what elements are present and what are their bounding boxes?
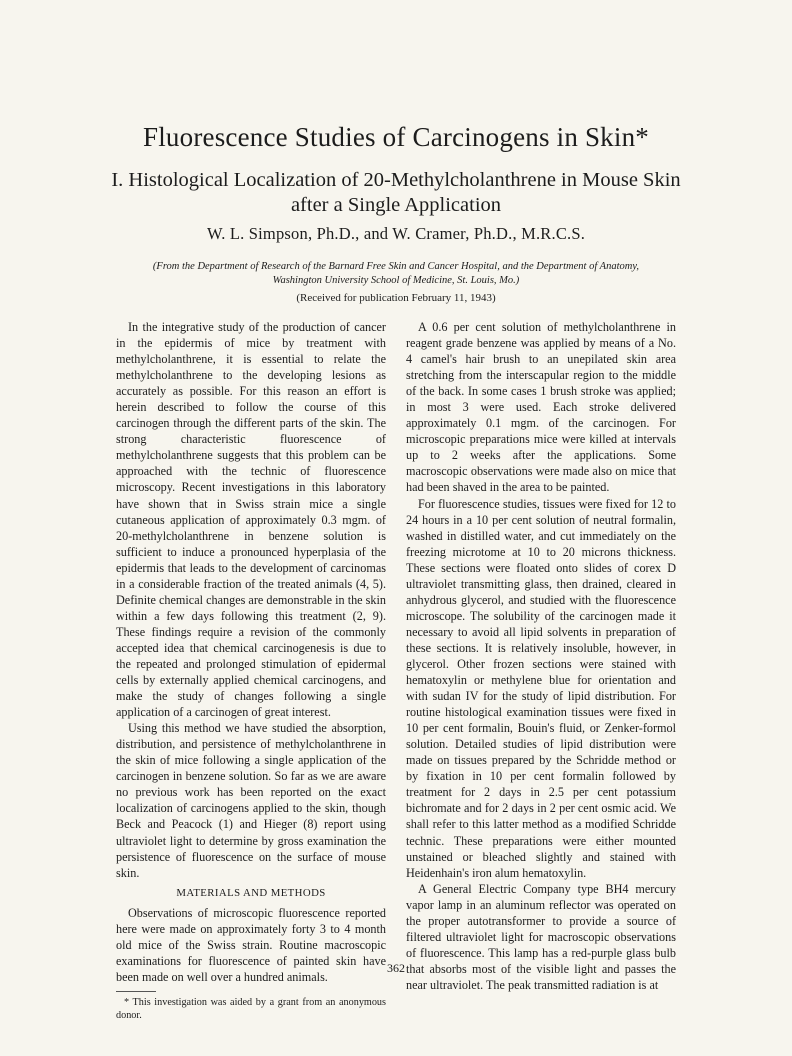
fluorescence-studies-paragraph: For fluorescence studies, tissues were fixed for 12 to 24 hours in a 10 per cent solution of neutral formalin, washed in distilled water, and cut immediately on the freezing microtome at 10 to 20 microns thickness. These sections were floated onto slides of corex D ultraviolet transmitting glass, then drained, cleared in anhydrous glycerol, and studied with the fluorescence microscope. The solubility of the carcinogen made it necessary to avoid all lipid solvents in preparation of these sections. It is relatively insoluble, however, in glycerol. Other frozen sections were stained with hematoxylin or methylene blue for orientation and with sudan IV for the study of lipid distribution. For routine histological examination tissues were fixed in 10 per cent formalin, Bouin's fluid, or Zenker-formol solution. Detailed studies of lipid distribution were made on tissues prepared by the Schridde method or by fixation in 10 per cent formalin followed by treatment for 2 days in 2.5 per cent potassium bichromate and for 2 days in 2 per cent osmic acid. We shall refer to this latter method as a modified Schridde technic. These preparations were either mounted unstained or bleached slightly and stained with Heidenhain's iron alum hematoxylin. xyxy=(406,496,676,880)
left-column xyxy=(116,319,386,1022)
application-paragraph: A 0.6 per cent solution of methylcholanthrene in reagent grade benzene was applied by means of a No. 4 camel's hair brush to an unepilated skin area stretching from the interscapular region to the middle of the back. In some cases 1 brush stroke was applied; in most 3 were used. Each stroke delivered approximately 0.1 mgm. of the carcinogen. For microscopic preparations mice were killed at intervals up to 2 weeks after the applications. Some macroscopic observations were made also on mice that had been shaved in the area to be painted. xyxy=(406,320,676,495)
footnote: * This investigation was aided by a grant from an anonymous donor. xyxy=(116,996,386,1021)
footnote-divider xyxy=(116,991,156,992)
article-title: Fluorescence Studies of Carcinogens in Skin* xyxy=(143,122,649,152)
intro-paragraph: In the integrative study of the production of cancer in the epidermis of mice by treatment with methylcholanthrene, it is essential to relate the methylcholanthrene to the developing lesions as accurately as possible. For this reason an effort is herein described to follow the course of this carcinogen through the different parts of the skin. The strong characteristic fluorescence of methylcholanthrene suggests that this problem can be approached with the technic of fluorescence microscopy. Recent investigations in this laboratory have shown that in Swiss strain mice a single cutaneous application of approximately 0.3 mgm. of 20-methylcholanthrene in benzene solution is sufficient to induce a pronounced hyperplasia of the epidermis that leads to the development of carcinomas in a considerable fraction of the treated animals (4, 5). Definite chemical changes are demonstrable in the skin within a few days following this treatment (2, 9). These findings require a revision of the commonly accepted idea that chemical carcinogenesis is due to the repeated and prolonged stimulation of epidermal cells by externally applied chemical carcinogens, and make the study of changes following a single application of a carcinogen of great interest. xyxy=(116,320,386,720)
author-line: W. L. Simpson, Ph.D., and W. Cramer, Ph.D., M.R.C.S. xyxy=(206,224,586,243)
lamp-paragraph: A General Electric Company type BH4 mercury vapor lamp in an aluminum reflector was operated on the proper autotransformer to provide a source of filtered ultraviolet light for macroscopic observations of fluorescence. This lamp has a red-purple glass bulb that absorbs most of the visible light and passes the near ultraviolet. The peak transmitted radiation is at xyxy=(406,881,676,992)
right-column xyxy=(406,319,676,993)
method-summary-paragraph: Using this method we have studied the absorption, distribution, and persistence of methylcholanthrene in the skin of mice following a single application of the carcinogen in benzene solution. So far as we are aware no previous work has been reported on the exact localization of carcinogens applied to the skin, though Beck and Peacock (1) and Hieger (8) report using ultraviolet light to determine by gross examination the persistence of fluorescence on the surface of mouse skin. xyxy=(116,721,386,880)
section-heading-materials-methods: MATERIALS AND METHODS xyxy=(176,886,326,899)
observations-paragraph: Observations of microscopic fluorescence reported here were made on approximately forty 3 to 4 month old mice of the Swiss strain. Routine macroscopic examinations for fluorescence of painted skin have been made on well over a hundred animals. xyxy=(116,905,386,984)
affiliation: (From the Department of Research of the Barnard Free Skin and Cancer Hospital, and the Department of Anatomy, Washington University School of Medicine, St. Louis, Mo.) xyxy=(152,261,640,286)
article-subtitle: I. Histological Localization of 20-Methylcholanthrene in Mouse Skin after a Single Application xyxy=(111,169,681,216)
received-date: (Received for publication February 11, 1943) xyxy=(296,292,496,304)
page-number: 362 xyxy=(387,961,405,975)
